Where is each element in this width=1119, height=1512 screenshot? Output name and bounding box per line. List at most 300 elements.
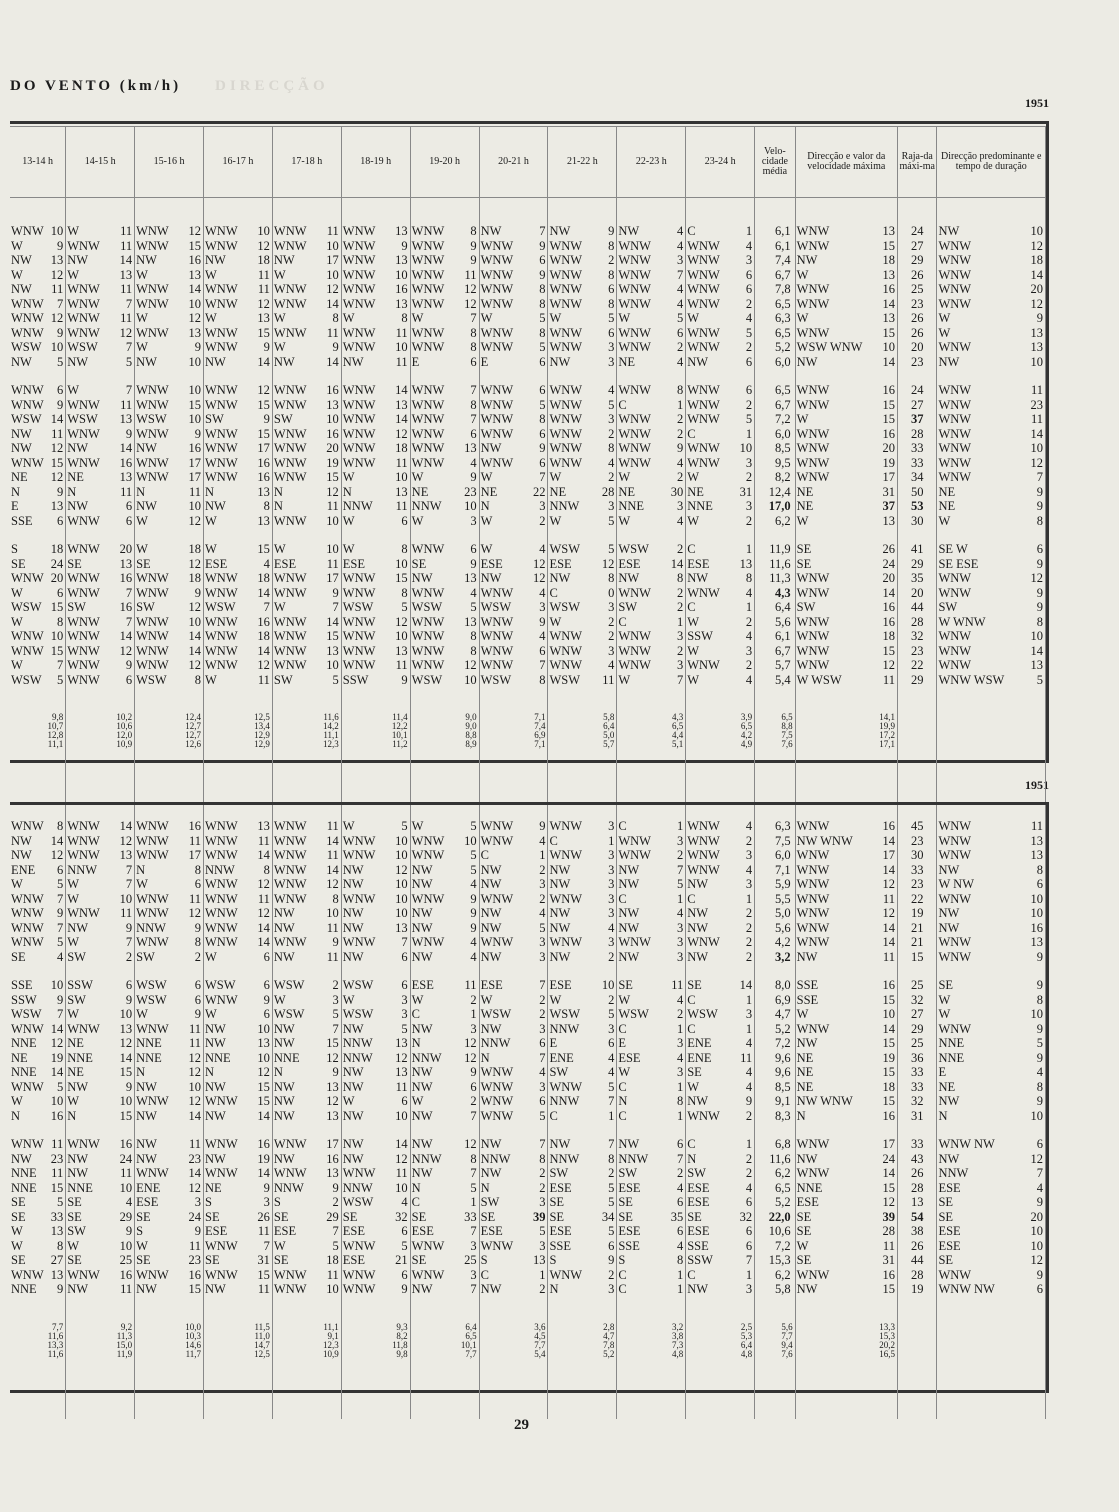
- col-header: 23-24 h: [686, 127, 755, 198]
- wind-cell: NW 11: [341, 1080, 410, 1095]
- wind-cell: NW 10: [272, 906, 341, 921]
- average-cell: 7,1: [479, 740, 548, 749]
- wind-cell: WSW 5: [10, 673, 66, 688]
- wind-cell: NW 24: [795, 1152, 897, 1167]
- wind-cell: WNW 14: [937, 427, 1046, 442]
- table-row: [10, 615, 1046, 630]
- wind-cell: ENE 4: [686, 1036, 755, 1051]
- wind-cell: NW 9: [66, 1080, 135, 1095]
- wind-cell: WNW 15: [204, 1268, 273, 1283]
- wind-cell: WNW 13: [10, 1268, 66, 1283]
- gust-cell: 27: [897, 398, 937, 413]
- gust-cell: 33: [897, 1065, 937, 1080]
- wind-cell: WNW 4: [410, 586, 479, 601]
- wind-cell: NE 30: [617, 485, 686, 500]
- wind-cell: WNW 4: [548, 658, 617, 673]
- mean-speed-cell: 11,3: [755, 571, 796, 586]
- wind-cell: NE 28: [548, 485, 617, 500]
- wind-cell: W 3: [410, 514, 479, 529]
- gust-cell: 33: [897, 863, 937, 878]
- wind-cell: WNW 7: [479, 658, 548, 673]
- wind-cell: C 1: [548, 834, 617, 849]
- gust-cell: 26: [897, 1166, 937, 1181]
- wind-cell: NW 7: [410, 1166, 479, 1181]
- average-cell: 4,8: [617, 1350, 686, 1359]
- wind-cell: C 1: [617, 892, 686, 907]
- wind-cell: WNW 12: [204, 877, 273, 892]
- wind-cell: NNW 3: [548, 1022, 617, 1037]
- wind-cell: WNW 16: [204, 456, 273, 471]
- gust-cell: 23: [897, 834, 937, 849]
- average-cell: 12,3: [272, 740, 341, 749]
- wind-cell: NW 8: [937, 863, 1046, 878]
- average-cell: 11,7: [135, 1350, 204, 1359]
- wind-cell: NE 23: [410, 485, 479, 500]
- wind-cell: WNW 3: [548, 892, 617, 907]
- wind-cell: NW 5: [617, 877, 686, 892]
- average-cell: 19,9: [795, 722, 897, 731]
- wind-cell: W 12: [135, 311, 204, 326]
- wind-cell: NW 12: [341, 863, 410, 878]
- wind-cell: WSW 3: [479, 600, 548, 615]
- wind-cell: WNW 16: [795, 819, 897, 834]
- wind-cell: W 2: [479, 993, 548, 1008]
- wind-cell: WNW 5: [341, 1239, 410, 1254]
- table-row: [10, 311, 1046, 326]
- col-header: Velo-cidade média: [755, 127, 796, 198]
- wind-cell: W WSW 11: [795, 673, 897, 688]
- wind-cell: WNW 15: [272, 629, 341, 644]
- wind-cell: WSW 13: [66, 412, 135, 427]
- wind-cell: NE 22: [479, 485, 548, 500]
- wind-cell: NW 9: [686, 1094, 755, 1109]
- wind-cell: WNW 17: [135, 456, 204, 471]
- wind-cell: WNW 2: [686, 658, 755, 673]
- year-label-top: 1951: [1025, 96, 1049, 110]
- wind-cell: C 1: [617, 1109, 686, 1124]
- wind-cell: WNW 13: [66, 1022, 135, 1037]
- wind-cell: WNW 7: [10, 921, 66, 936]
- wind-cell: WNW 14: [10, 1022, 66, 1037]
- average-cell: 9,0: [410, 713, 479, 722]
- mean-speed-cell: 7,4: [755, 253, 796, 268]
- average-cell: 4,4: [617, 731, 686, 740]
- wind-cell: SSW 7: [686, 1253, 755, 1268]
- wind-cell: NW 3: [548, 906, 617, 921]
- wind-cell: WNW 7: [410, 383, 479, 398]
- wind-cell: WNW 3: [617, 834, 686, 849]
- wind-cell: SE 31: [204, 1253, 273, 1268]
- wind-cell: NW 13: [341, 1065, 410, 1080]
- wind-cell: W 13: [795, 268, 897, 283]
- gust-cell: 41: [897, 542, 937, 557]
- gust-cell: 30: [897, 514, 937, 529]
- wind-cell: WNW 4: [548, 456, 617, 471]
- wind-cell: SE 34: [548, 1210, 617, 1225]
- wind-cell: SW 2: [135, 950, 204, 965]
- wind-cell: NNW 9: [272, 1181, 341, 1196]
- wind-cell: WNW 3: [617, 253, 686, 268]
- wind-cell: WNW 13: [937, 834, 1046, 849]
- wind-cell: WNW NW 6: [937, 1137, 1046, 1152]
- wind-cell: N 12: [410, 1036, 479, 1051]
- wind-cell: NW 10: [135, 1080, 204, 1095]
- wind-cell: NW 10: [341, 877, 410, 892]
- wind-cell: NNW 3: [548, 499, 617, 514]
- wind-cell: C 1: [617, 615, 686, 630]
- wind-cell: WNW 16: [66, 1268, 135, 1283]
- wind-cell: ESE 7: [272, 1224, 341, 1239]
- wind-cell: NW 10: [204, 1022, 273, 1037]
- wind-cell: WSW 5: [410, 600, 479, 615]
- gust-cell: 44: [897, 600, 937, 615]
- wind-cell: NW 3: [686, 1282, 755, 1297]
- wind-cell: WNW 14: [341, 412, 410, 427]
- wind-cell: WNW 15: [135, 398, 204, 413]
- table-row: [10, 282, 1046, 297]
- wind-cell: NE 13: [66, 470, 135, 485]
- average-cell: 14,2: [272, 722, 341, 731]
- wind-cell: WNW 2: [617, 644, 686, 659]
- average-cell: 3,6: [479, 1323, 548, 1332]
- wind-cell: WNW 3: [479, 935, 548, 950]
- wind-cell: WNW 14: [795, 863, 897, 878]
- wind-cell: WNW 9: [272, 586, 341, 601]
- wind-cell: NW 18: [795, 253, 897, 268]
- wind-cell: WNW 7: [937, 470, 1046, 485]
- wind-cell: NNE 14: [10, 1065, 66, 1080]
- wind-cell: E 13: [10, 499, 66, 514]
- wind-cell: NW 18: [204, 253, 273, 268]
- wind-cell: WNW 10: [937, 441, 1046, 456]
- wind-cell: W 5: [479, 311, 548, 326]
- wind-cell: NW 13: [410, 571, 479, 586]
- gust-cell: 25: [897, 1036, 937, 1051]
- wind-cell: WNW 11: [66, 398, 135, 413]
- gust-cell: 33: [897, 1080, 937, 1095]
- wind-cell: WNW 16: [795, 282, 897, 297]
- wind-cell: WNW 12: [341, 615, 410, 630]
- wind-cell: NW 7: [410, 1282, 479, 1297]
- wind-cell: C 1: [410, 1195, 479, 1210]
- wind-cell: WNW 7: [66, 586, 135, 601]
- wind-cell: WNW 20: [795, 441, 897, 456]
- wind-cell: SSW 9: [10, 993, 66, 1008]
- wind-cell: W 3: [617, 1065, 686, 1080]
- mean-speed-cell: 5,2: [755, 1195, 796, 1210]
- wind-cell: NE 9: [204, 1181, 273, 1196]
- wind-cell: W 3: [686, 644, 755, 659]
- wind-cell: ESE 3: [135, 1195, 204, 1210]
- wind-cell: NW 9: [479, 441, 548, 456]
- wind-cell: WNW 6: [479, 644, 548, 659]
- gust-cell: 23: [897, 355, 937, 370]
- mean-speed-cell: 15,3: [755, 1253, 796, 1268]
- table-row: [10, 326, 1046, 341]
- table-row: [10, 239, 1046, 254]
- average-cell: 13,3: [795, 1323, 897, 1332]
- wind-cell: WNW 10: [341, 268, 410, 283]
- wind-cell: NNW 10: [410, 499, 479, 514]
- wind-cell: WNW 13: [135, 326, 204, 341]
- wind-cell: WNW 13: [204, 819, 273, 834]
- wind-cell: NW 13: [272, 1080, 341, 1095]
- mean-speed-cell: 11,6: [755, 557, 796, 572]
- mean-speed-cell: 7,1: [755, 863, 796, 878]
- wind-cell: NE 19: [10, 1051, 66, 1066]
- wind-cell: NW 12: [10, 848, 66, 863]
- wind-cell: NW 11: [272, 921, 341, 936]
- wind-cell: WNW 2: [686, 398, 755, 413]
- wind-cell: W 11: [135, 1239, 204, 1254]
- mean-speed-cell: 9,6: [755, 1065, 796, 1080]
- mean-speed-cell: 6,9: [755, 993, 796, 1008]
- average-cell: 4,5: [479, 1332, 548, 1341]
- wind-cell: SSE 6: [10, 514, 66, 529]
- wind-cell: WNW 3: [617, 658, 686, 673]
- table-row: [10, 1195, 1046, 1210]
- mean-speed-cell: 5,2: [755, 1022, 796, 1037]
- wind-cell: WNW 12: [204, 383, 273, 398]
- wind-cell: SE 5: [10, 1195, 66, 1210]
- wind-cell: WNW 4: [686, 239, 755, 254]
- average-cell: 7,8: [548, 1341, 617, 1350]
- wind-cell: NW 12: [937, 1152, 1046, 1167]
- wind-cell: NW 9: [410, 1065, 479, 1080]
- wind-cell: WNW 6: [686, 383, 755, 398]
- average-cell: 10,1: [410, 1341, 479, 1350]
- gust-cell: 45: [897, 819, 937, 834]
- wind-cell: W WNW 8: [937, 615, 1046, 630]
- col-header: 14-15 h: [66, 127, 135, 198]
- wind-cell: NNE 10: [204, 1051, 273, 1066]
- wind-cell: WNW 9: [937, 950, 1046, 965]
- wind-cell: W 9: [135, 1007, 204, 1022]
- wind-cell: WNW 2: [617, 586, 686, 601]
- gust-cell: 35: [897, 571, 937, 586]
- wind-cell: NW 3: [617, 921, 686, 936]
- wind-cell: WNW 18: [135, 571, 204, 586]
- gust-cell: 33: [897, 441, 937, 456]
- wind-cell: C 1: [686, 600, 755, 615]
- gust-cell: 36: [897, 1051, 937, 1066]
- wind-cell: N 3: [548, 1282, 617, 1297]
- gust-cell: 20: [897, 586, 937, 601]
- wind-cell: WNW 12: [204, 297, 273, 312]
- wind-cell: NW 4: [617, 906, 686, 921]
- mean-speed-cell: 7,2: [755, 1036, 796, 1051]
- wind-cell: NW 5: [10, 355, 66, 370]
- wind-cell: WNW 16: [795, 383, 897, 398]
- wind-cell: WNW 14: [795, 935, 897, 950]
- wind-cell: WNW 5: [686, 412, 755, 427]
- wind-cell: W 10: [66, 1007, 135, 1022]
- wind-cell: NE 9: [937, 485, 1046, 500]
- average-cell: 3,9: [686, 713, 755, 722]
- wind-cell: NE 15: [66, 1065, 135, 1080]
- average-cell: 12,3: [272, 1341, 341, 1350]
- wind-cell: WNW 10: [272, 514, 341, 529]
- mean-speed-cell: 3,2: [755, 950, 796, 965]
- wind-cell: WNW 9: [410, 239, 479, 254]
- wind-cell: ESE 11: [204, 1224, 273, 1239]
- wind-cell: SW 16: [795, 600, 897, 615]
- wind-cell: WSW 2: [617, 1007, 686, 1022]
- table-row: [10, 1022, 1046, 1037]
- table-row: [10, 340, 1046, 355]
- wind-cell: NW 16: [135, 441, 204, 456]
- wind-cell: WSW 5: [341, 600, 410, 615]
- wind-cell: WNW 17: [135, 470, 204, 485]
- average-cell: 11,1: [272, 731, 341, 740]
- wind-cell: WSW 3: [686, 1007, 755, 1022]
- wind-cell: WNW 7: [66, 297, 135, 312]
- wind-cell: N 15: [66, 1109, 135, 1124]
- wind-cell: WNW 15: [10, 644, 66, 659]
- wind-cell: C 1: [410, 1007, 479, 1022]
- wind-cell: WNW 3: [686, 456, 755, 471]
- table-row: [10, 877, 1046, 892]
- wind-cell: NE 15: [795, 1065, 897, 1080]
- wind-cell: NW 5: [66, 355, 135, 370]
- wind-cell: WNW 17: [795, 1137, 897, 1152]
- average-cell: 14,7: [204, 1341, 273, 1350]
- wind-cell: WNW 17: [272, 571, 341, 586]
- wind-cell: ESE 4: [686, 1181, 755, 1196]
- table-row: [10, 499, 1046, 514]
- wind-cell: WNW 11: [66, 311, 135, 326]
- wind-cell: WNW 4: [617, 282, 686, 297]
- mean-speed-cell: 5,9: [755, 877, 796, 892]
- wind-cell: NW 16: [135, 253, 204, 268]
- wind-cell: SW 2: [617, 1166, 686, 1181]
- average-cell: 11,1: [10, 740, 66, 749]
- mean-speed-cell: 6,3: [755, 819, 796, 834]
- col-header: Raja-da máxi-ma: [897, 127, 937, 198]
- wind-cell: WNW 13: [937, 848, 1046, 863]
- wind-cell: WNW 5: [410, 848, 479, 863]
- wind-cell: SE 33: [10, 1210, 66, 1225]
- wind-cell: NW 14: [204, 355, 273, 370]
- gust-cell: 13: [897, 1195, 937, 1210]
- wind-cell: NW 2: [548, 950, 617, 965]
- wind-cell: WSW 11: [548, 673, 617, 688]
- wind-cell: NNW 7: [617, 1152, 686, 1167]
- wind-cell: C 1: [686, 224, 755, 239]
- wind-cell: NE 9: [937, 499, 1046, 514]
- wind-cell: N 11: [66, 485, 135, 500]
- wind-cell: WNW 12: [410, 297, 479, 312]
- wind-cell: NW 3: [686, 877, 755, 892]
- wind-cell: WNW 11: [272, 326, 341, 341]
- wind-cell: WSW 8: [135, 673, 204, 688]
- wind-cell: N 12: [135, 1065, 204, 1080]
- wind-cell: WNW 6: [479, 253, 548, 268]
- table-row: [10, 355, 1046, 370]
- wind-cell: SW 2: [548, 1166, 617, 1181]
- wind-cell: WNW 9: [10, 326, 66, 341]
- wind-cell: C 1: [479, 848, 548, 863]
- wind-cell: W 7: [66, 383, 135, 398]
- wind-cell: NNE 12: [10, 1036, 66, 1051]
- wind-cell: NW 7: [479, 1137, 548, 1152]
- average-cell: 4,8: [686, 1350, 755, 1359]
- wind-cell: WNW 9: [272, 935, 341, 950]
- table-row: [10, 935, 1046, 950]
- wind-cell: WNW 13: [272, 644, 341, 659]
- wind-cell: WNW 12: [410, 282, 479, 297]
- wind-cell: SW 9: [937, 600, 1046, 615]
- wind-cell: WNW 13: [66, 848, 135, 863]
- wind-cell: WNW 15: [135, 239, 204, 254]
- average-cell: 10,3: [135, 1332, 204, 1341]
- wind-cell: WNW 9: [204, 340, 273, 355]
- wind-cell: WNW 14: [795, 1022, 897, 1037]
- wind-cell: W 6: [135, 877, 204, 892]
- wind-cell: WNW 5: [479, 1109, 548, 1124]
- table-row: [10, 427, 1046, 442]
- table-row: [10, 1094, 1046, 1109]
- wind-cell: WNW 7: [204, 1239, 273, 1254]
- wind-cell: WNW 14: [795, 1166, 897, 1181]
- wind-cell: W 8: [341, 542, 410, 557]
- wind-cell: W 8: [10, 615, 66, 630]
- average-cell: 13,4: [204, 722, 273, 731]
- wind-cell: NNE 9: [10, 1282, 66, 1297]
- wind-cell: NW 4: [410, 877, 479, 892]
- wind-cell: ESE 10: [341, 557, 410, 572]
- table-row: [10, 1268, 1046, 1283]
- table-row: [10, 383, 1046, 398]
- wind-cell: N 2: [479, 1181, 548, 1196]
- wind-cell: WNW 13: [272, 398, 341, 413]
- wind-cell: WSW 6: [135, 978, 204, 993]
- wind-cell: SE 35: [617, 1210, 686, 1225]
- wind-cell: WNW 10: [10, 629, 66, 644]
- wind-cell: WNW 12: [272, 877, 341, 892]
- wind-cell: ESE 11: [410, 978, 479, 993]
- table-row: [10, 863, 1046, 878]
- mean-speed-cell: 6,8: [755, 1137, 796, 1152]
- wind-cell: SE 11: [617, 978, 686, 993]
- wind-cell: WNW 8: [135, 935, 204, 950]
- average-cell: 12,2: [341, 722, 410, 731]
- wind-cell: NW 2: [479, 1282, 548, 1297]
- wind-cell: SW 16: [66, 600, 135, 615]
- wind-cell: SSE 16: [795, 978, 897, 993]
- average-cell: 9,1: [272, 1332, 341, 1341]
- gust-cell: 24: [897, 383, 937, 398]
- wind-cell: WNW 11: [341, 326, 410, 341]
- wind-cell: WNW 4: [686, 819, 755, 834]
- wind-cell: NW 24: [66, 1152, 135, 1167]
- wind-cell: WNW 6: [479, 383, 548, 398]
- wind-cell: WNW 12: [795, 906, 897, 921]
- wind-cell: W 13: [795, 311, 897, 326]
- wind-cell: WNW 9: [10, 906, 66, 921]
- wind-cell: WNW 15: [795, 239, 897, 254]
- wind-cell: ESE 12: [548, 557, 617, 572]
- wind-cell: NW 3: [410, 1022, 479, 1037]
- wind-cell: NW 4: [548, 921, 617, 936]
- wind-cell: NW 19: [204, 1152, 273, 1167]
- table-row: [10, 673, 1046, 688]
- wind-cell: NW 14: [272, 355, 341, 370]
- average-cell: 20,2: [795, 1341, 897, 1350]
- table-row: [10, 644, 1046, 659]
- table-row: [10, 892, 1046, 907]
- wind-cell: N 16: [795, 1109, 897, 1124]
